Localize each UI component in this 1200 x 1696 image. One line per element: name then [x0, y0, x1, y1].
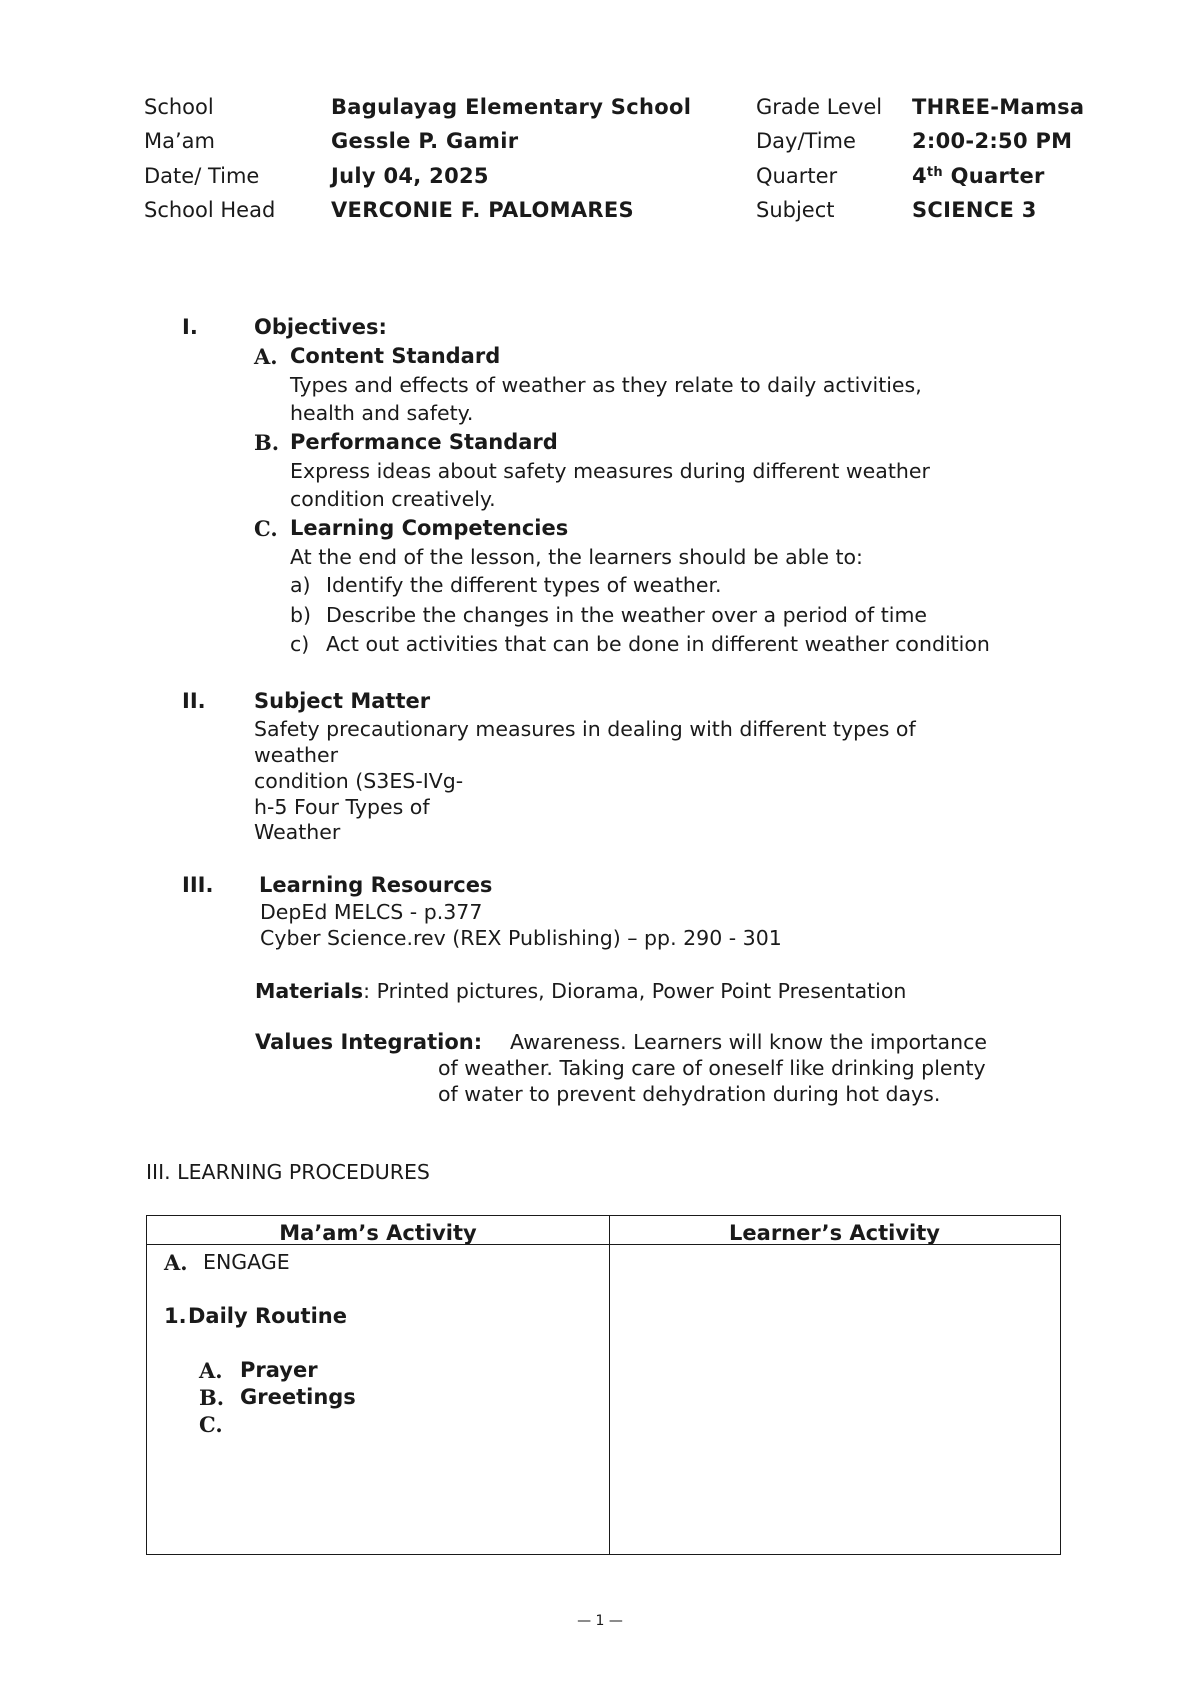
maam-value: Gessle P. Gamir	[331, 129, 519, 153]
materials-text: : Printed pictures, Diorama, Power Point Presentation	[363, 979, 907, 1003]
objectives-title: Objectives:	[254, 315, 387, 339]
competencies-intro: At the end of the lesson, the learners should be able to:	[290, 545, 863, 569]
subject-matter-title: Subject Matter	[254, 689, 431, 713]
values-line: of water to prevent dehydration during hot days.	[438, 1082, 941, 1106]
routine-item: Prayer	[240, 1358, 318, 1382]
date-value: July 04, 2025	[331, 164, 489, 188]
school-label: School	[144, 95, 214, 119]
date-label: Date/ Time	[144, 164, 260, 188]
routine-item: Greetings	[240, 1385, 356, 1409]
subject-matter-line: Safety precautionary measures in dealing with different types of	[254, 717, 916, 741]
resources-title: Learning Resources	[259, 873, 493, 897]
quarter-number: 4	[912, 164, 927, 188]
performance-standard-line: Express ideas about safety measures during different weather	[290, 459, 930, 483]
grade-level-label: Grade Level	[756, 95, 883, 119]
routine-item-mark: A.	[199, 1358, 223, 1383]
content-standard-line: Types and effects of weather as they relate to daily activities,	[290, 373, 922, 397]
performance-standard-title: Performance Standard	[290, 430, 558, 454]
objectives-number: I.	[182, 315, 198, 339]
values-label: Values Integration:	[255, 1030, 483, 1054]
subject-value: SCIENCE 3	[912, 198, 1037, 222]
resources-number: III.	[182, 873, 214, 897]
column-header-maam: Ma’am’s Activity	[279, 1221, 477, 1245]
engage-title: ENGAGE	[203, 1250, 290, 1274]
competencies-title: Learning Competencies	[290, 516, 569, 540]
school-head-value: VERCONIE F. PALOMARES	[331, 198, 634, 222]
performance-standard-line: condition creatively.	[290, 487, 496, 511]
content-standard-letter: A.	[254, 344, 278, 369]
values-line: Awareness. Learners will know the importance	[510, 1030, 987, 1054]
table-column-divider	[609, 1216, 610, 1554]
maam-label: Ma’am	[144, 129, 215, 153]
subject-matter-line: h-5 Four Types of	[254, 795, 430, 819]
competency-mark: a)	[290, 573, 311, 597]
subject-matter-line: weather	[254, 743, 339, 767]
grade-level-value: THREE-Mamsa	[912, 95, 1085, 119]
routine-title: Daily Routine	[188, 1304, 347, 1328]
quarter-label: Quarter	[756, 164, 838, 188]
page-number: — 1 —	[577, 1613, 623, 1629]
materials-line	[255, 981, 906, 1002]
subject-label: Subject	[756, 198, 835, 222]
school-head-label: School Head	[144, 198, 276, 222]
content-standard-line: health and safety.	[290, 401, 474, 425]
procedures-title: III. LEARNING PROCEDURES	[146, 1160, 430, 1184]
routine-number: 1.	[164, 1304, 187, 1328]
routine-item-mark: B.	[199, 1385, 225, 1410]
competency-item: Identify the different types of weather.	[326, 573, 722, 597]
column-header-learner: Learner’s Activity	[729, 1221, 940, 1245]
competency-item: Act out activities that can be done in different weather condition	[326, 632, 990, 656]
subject-matter-line: Weather	[254, 820, 341, 844]
competencies-letter: C.	[254, 516, 278, 541]
competency-mark: c)	[290, 632, 310, 656]
materials-label: Materials	[255, 979, 364, 1003]
performance-standard-letter: B.	[254, 430, 280, 455]
values-line: of weather. Taking care of oneself like drinking plenty	[438, 1056, 986, 1080]
day-time-label: Day/Time	[756, 129, 856, 153]
resources-line: DepEd MELCS - p.377	[260, 900, 483, 924]
quarter-ordinal: th	[926, 165, 943, 180]
procedures-table	[146, 1215, 1061, 1555]
competency-item: Describe the changes in the weather over a period of time	[326, 603, 928, 627]
school-value: Bagulayag Elementary School	[331, 95, 692, 119]
resources-line: Cyber Science.rev (REX Publishing) – pp. 290 - 301	[260, 926, 782, 950]
subject-matter-number: II.	[182, 689, 206, 713]
content-standard-title: Content Standard	[290, 344, 501, 368]
day-time-value: 2:00-2:50 PM	[912, 129, 1073, 153]
quarter-value	[912, 166, 1045, 187]
routine-item-mark: C.	[199, 1412, 223, 1437]
engage-letter: A.	[164, 1250, 188, 1275]
quarter-word: Quarter	[950, 164, 1045, 188]
competency-mark: b)	[290, 603, 312, 627]
subject-matter-line: condition (S3ES-IVg-	[254, 769, 464, 793]
